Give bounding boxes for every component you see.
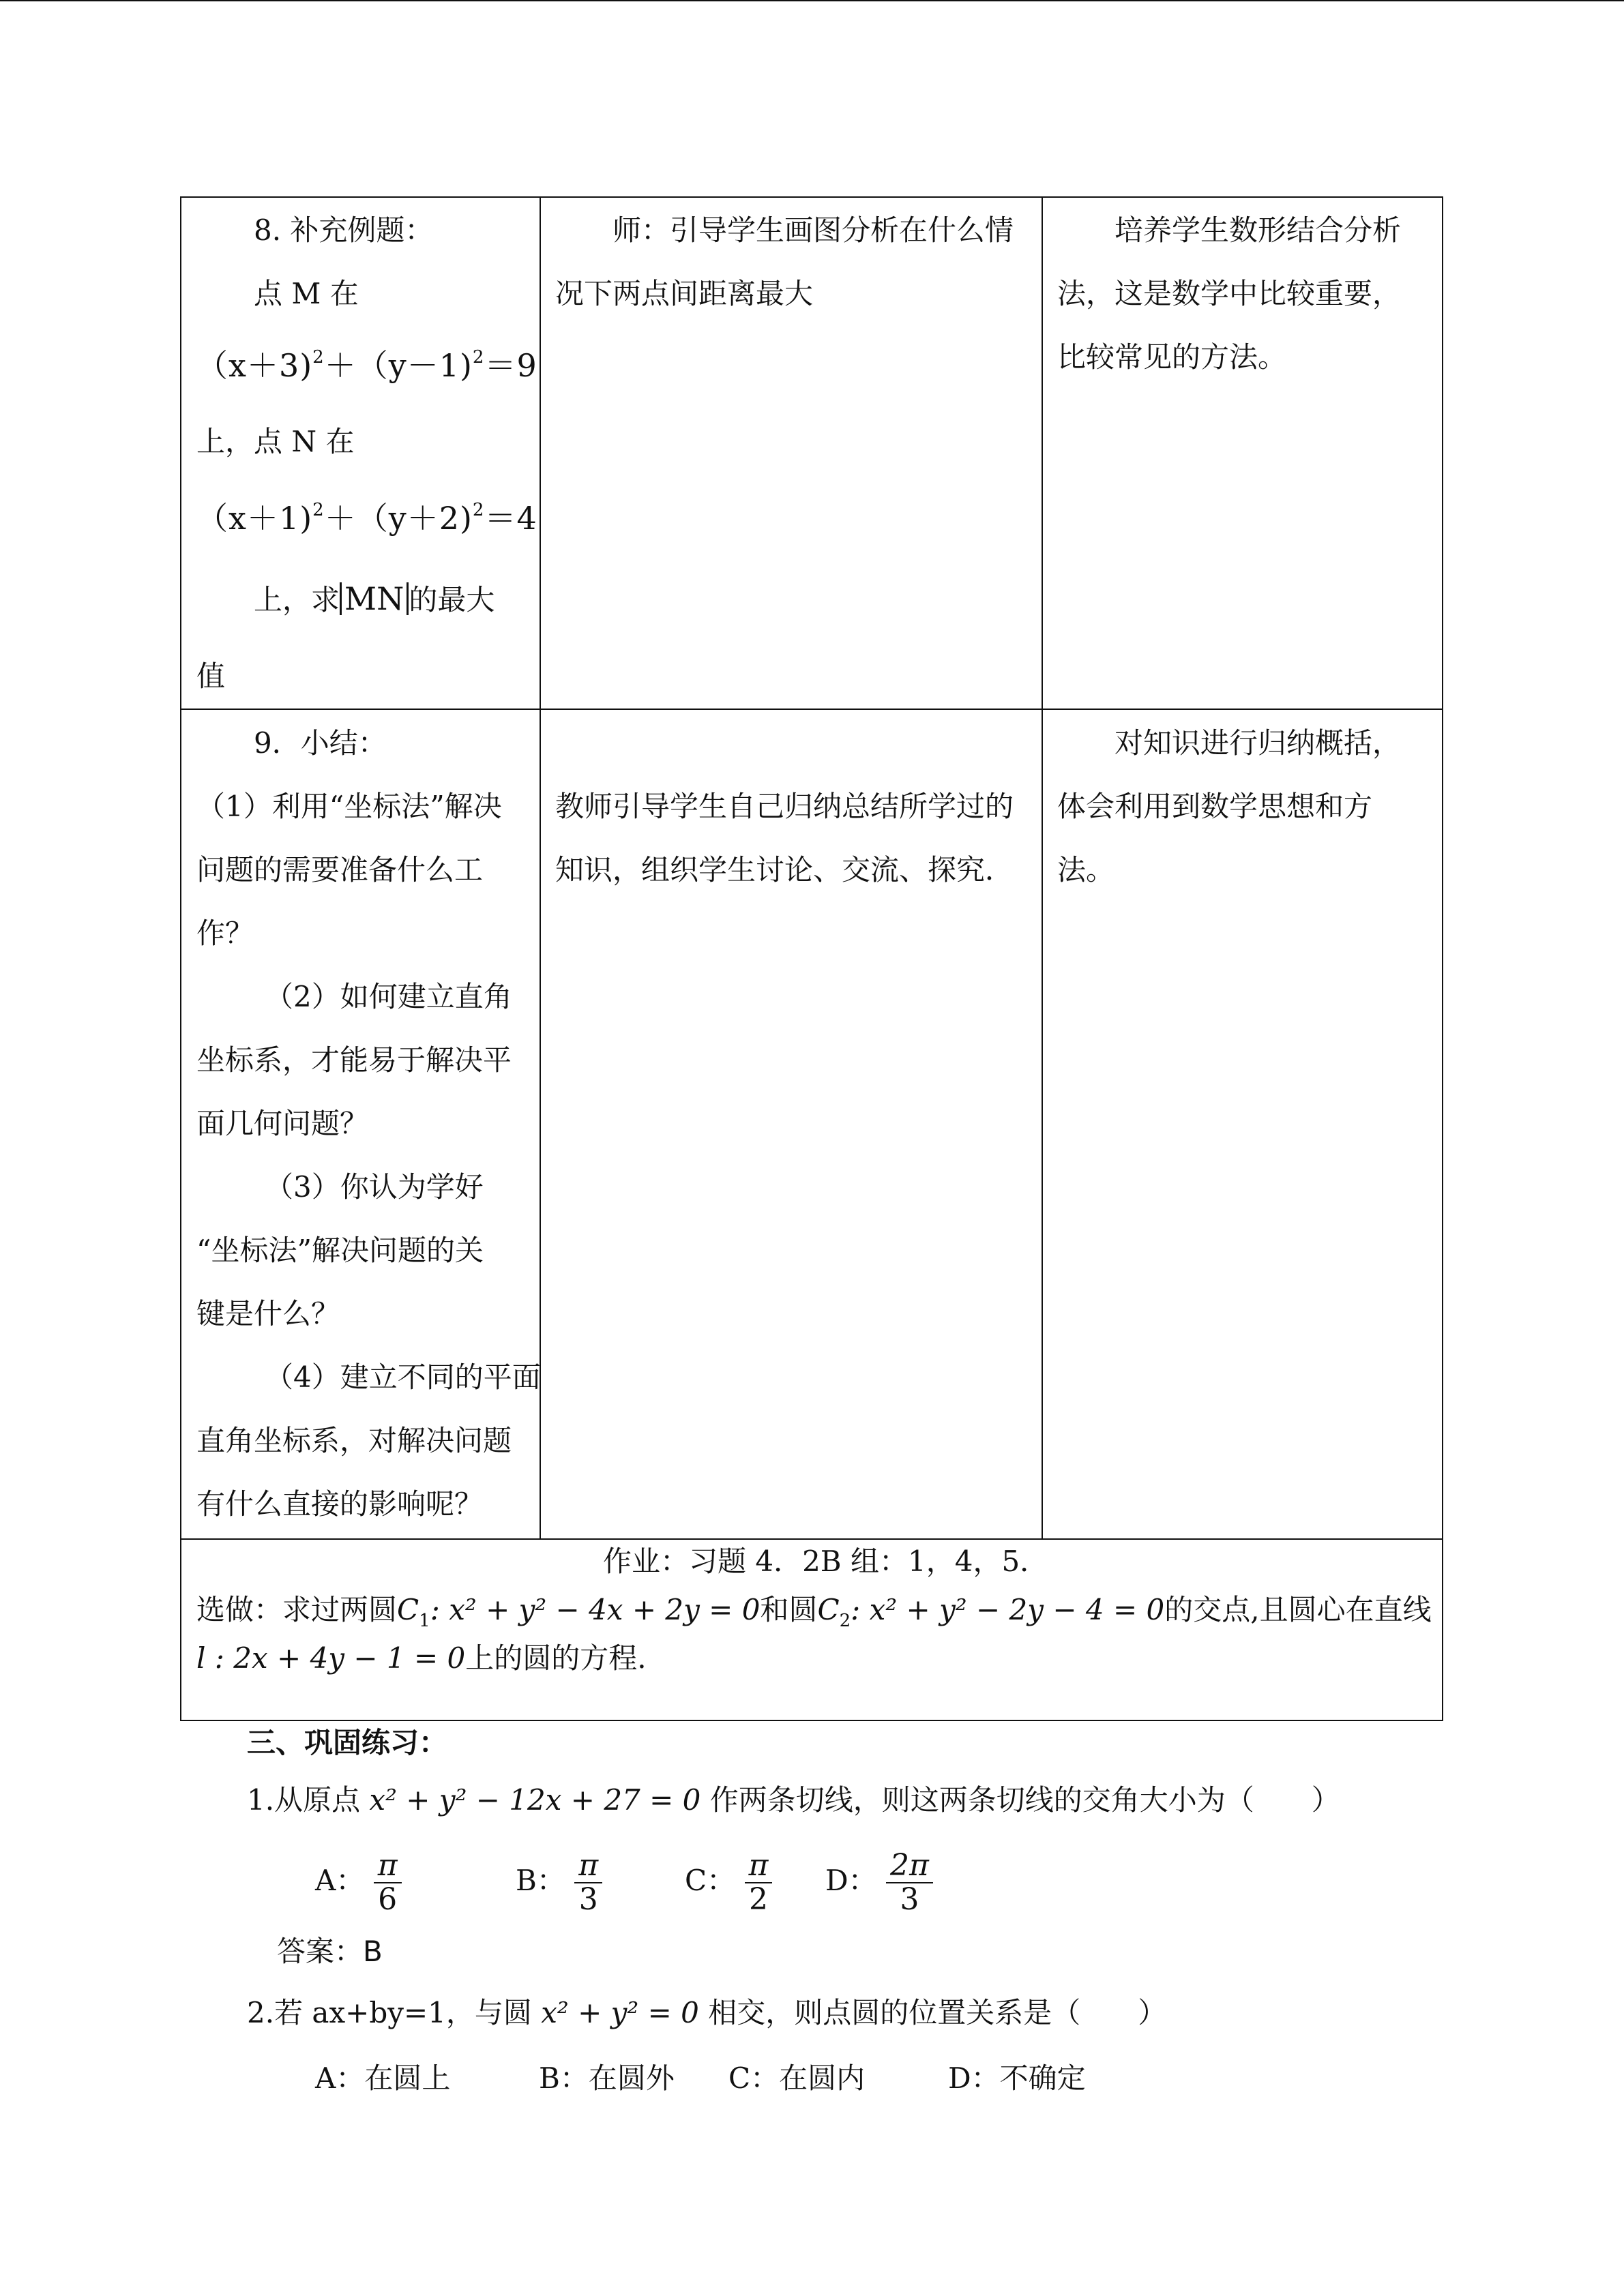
- table-divider-col2: [1042, 196, 1043, 1540]
- question-2-option-c: C：在圆内: [728, 2061, 866, 2095]
- question-1: 1.从原点 x² + y² − 12x + 27 = 0 作两条切线，则这两条切线的交角大小为（ ）: [247, 1783, 1340, 1817]
- teacher-guide-line2: 况下两点间距离最大: [555, 277, 814, 310]
- question-2-option-d: D：不确定: [948, 2061, 1086, 2095]
- summary-line: （4）建立不同的平面: [265, 1360, 541, 1394]
- example8-title: 8. 补充例题：: [254, 213, 434, 247]
- question-1-option-c: C： $\frac{\pi}{2}$: [685, 1849, 772, 1916]
- purpose-line3: 比较常见的方法。: [1057, 340, 1287, 374]
- teacher-summary-line1: 教师引导学生自己归纳总结所学过的: [555, 790, 1014, 823]
- question-2-option-a: A：在圆上: [315, 2061, 451, 2095]
- table-divider-row1: [180, 709, 1443, 710]
- summary-line: 问题的需要准备什么工: [196, 853, 484, 886]
- fraction: $\frac{2\pi}{3}$: [886, 1849, 933, 1916]
- optional-homework-line2: l : 2x + 4y − 1 = 0上的圆的方程.: [196, 1641, 647, 1675]
- summary-line: （3）你认为学好: [265, 1170, 484, 1204]
- summary-purpose-line1: 对知识进行归纳概括，: [1114, 726, 1402, 760]
- question-1-answer: 答案：B: [277, 1935, 383, 1968]
- homework-line: 作业：习题 4．2B 组：1，4，5．: [603, 1545, 1049, 1578]
- question-1-option-d: D： $\frac{2\pi}{3}$: [825, 1849, 933, 1916]
- summary-line: 面几何问题？: [196, 1107, 369, 1140]
- example8-line1: 点 M 在: [254, 277, 359, 310]
- summary-line: 作？: [196, 916, 254, 950]
- summary-line: （2）如何建立直角: [265, 980, 512, 1013]
- table-divider-col1: [540, 196, 541, 1540]
- example8-equation2: （x＋1)$^2$＋（y＋2)$^2$＝4: [196, 500, 537, 537]
- purpose-line1: 培养学生数形结合分析: [1114, 213, 1402, 247]
- example8-line3: 上，点 N 在: [196, 425, 355, 458]
- fraction: $\frac{\pi}{6}$: [374, 1849, 402, 1916]
- question-1-option-b: B： $\frac{\pi}{3}$: [516, 1849, 602, 1916]
- purpose-line2: 法，这是数学中比较重要，: [1057, 277, 1402, 310]
- summary-purpose-line2: 体会利用到数学思想和方: [1057, 790, 1373, 823]
- summary-purpose-line3: 法。: [1057, 853, 1115, 886]
- section-title: 三、巩固练习：: [247, 1726, 448, 1759]
- teacher-guide-line1: 师：引导学生画图分析在什么情: [612, 213, 1014, 247]
- summary-line: 坐标系，才能易于解决平: [196, 1043, 512, 1077]
- summary-title: 9．小结：: [254, 726, 387, 760]
- summary-line: “坐标法”解决问题的关: [196, 1234, 484, 1267]
- question-2: 2.若 ax+by=1，与圆 x² + y² = 0 相交，则点圆的位置关系是（ ）: [247, 1996, 1167, 2029]
- abs-mn: MN: [340, 582, 409, 615]
- teacher-summary-line2: 知识，组织学生讨论、交流、探究．: [555, 853, 1014, 886]
- fraction: $\frac{\pi}{3}$: [574, 1849, 602, 1916]
- summary-line: 直角坐标系，对解决问题: [196, 1424, 512, 1457]
- summary-line: 键是什么？: [196, 1297, 340, 1330]
- fraction: $\frac{\pi}{2}$: [745, 1849, 773, 1916]
- example8-line6: 值: [196, 659, 226, 693]
- optional-homework-line1: 选做：求过两圆$C_1$: x² + y² − 4x + 2y = 0和圆$C_2$: x² + y² − 2y − 4 = 0的交点,且圆心在直线: [196, 1593, 1432, 1631]
- example8-line5: 上，求 MN 的最大: [254, 580, 495, 617]
- table-divider-row2: [180, 1538, 1443, 1540]
- example8-equation1: （x＋3)$^2$＋（y－1)$^2$＝9: [196, 347, 537, 384]
- summary-line: 有什么直接的影响呢？: [196, 1487, 484, 1521]
- page-top-border: [0, 0, 1624, 1]
- question-2-option-b: B：在圆外: [539, 2061, 675, 2095]
- summary-line: （1）利用“坐标法”解决: [196, 790, 502, 823]
- question-1-option-a: A： $\frac{\pi}{6}$: [315, 1849, 402, 1916]
